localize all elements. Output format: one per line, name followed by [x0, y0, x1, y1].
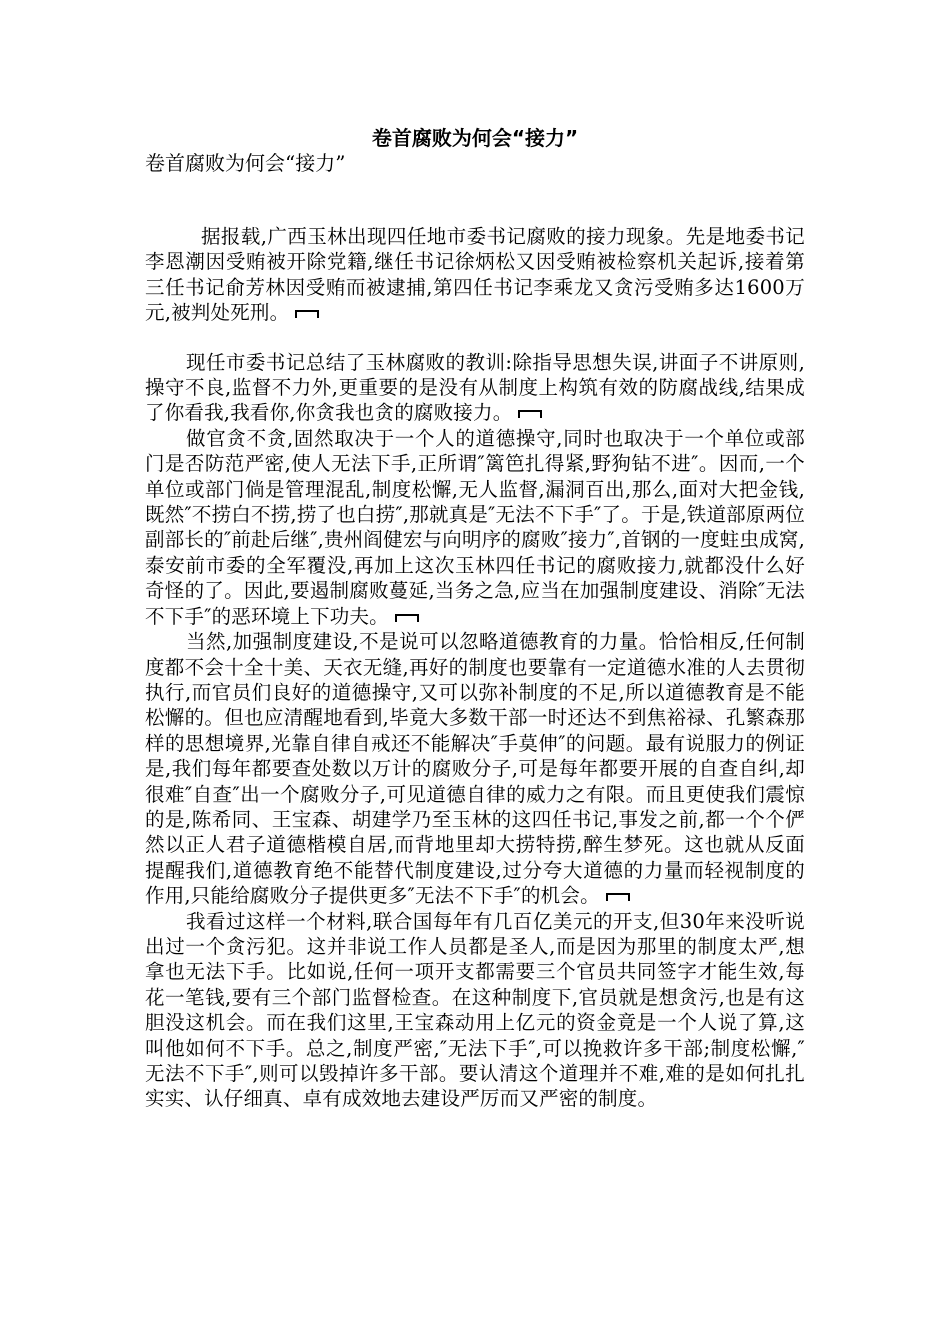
paragraph-1: 据报载,广西玉林出现四任地市委书记腐败的接力现象。先是地委书记李恩潮因受贿被开除党籍,继任书记徐炳松又因受贿被检察机关起诉,接着第三任书记俞芳林因受贿而被逮捕,第四任书记李乘龙又贪污受贿多达1600万元,被判处死刑。: [145, 225, 805, 325]
paragraph-mark-icon: [295, 310, 319, 318]
paragraph-mark-icon: [606, 893, 630, 901]
paragraph-3: 做官贪不贪,固然取决于一个人的道德操守,同时也取决于一个单位或部门是否防范严密,使人无法下手,正所谓″篱笆扎得紧,野狗钻不进″。因而,一个单位或部门倘是管理混乱,制度松懈,无人监督,漏洞百出,那么,面对大把金钱,既然″不捞白不捞,捞了也白捞″,那就真是″无法不下手″了。于是,铁道部原两位副部长的″前赴后继″,贵州阎健宏与向明序的腐败″接力″,首钢的一度蛀虫成窝,泰安前市委的全军覆没,再加上这次玉林四任书记的腐败接力,就都没什么好奇怪的了。因此,要遏制腐败蔓延,当务之急,应当在加强制度建设、消除″无法不下手″的恶环境上下功夫。: [145, 426, 805, 628]
document-body: [145, 224, 805, 1112]
paragraph-2: 现任市委书记总结了玉林腐败的教训:除指导思想失误,讲面子不讲原则,操守不良,监督不力外,更重要的是没有从制度上构筑有效的防腐战线,结果成了你看我,我看你,你贪我也贪的腐败接力。: [145, 350, 805, 425]
paragraph-5: 我看过这样一个材料,联合国每年有几百亿美元的开支,但30年来没听说出过一个贪污犯。这并非说工作人员都是圣人,而是因为那里的制度太严,想拿也无法下手。比如说,任何一项开支都需要三个官员共同签字才能生效,每花一笔钱,要有三个部门监督检查。在这种制度下,官员就是想贪污,也是有这胆没这机会。而在我们这里,王宝森动用上亿元的资金竟是一个人说了算,这叫他如何不下手。总之,制度严密,″无法下手″,可以挽救许多干部;制度松懈,″无法不下手″,则可以毁掉许多干部。要认清这个道理并不难,难的是如何扎扎实实、认仔细真、卓有成效地去建设严厉而又严密的制度。: [145, 909, 805, 1111]
document-title: 卷首腐败为何会“接力”: [371, 126, 579, 150]
paragraph-gap: [145, 326, 805, 350]
paragraph-4: 当然,加强制度建设,不是说可以忽略道德教育的力量。恰恰相反,任何制度都不会十全十美、天衣无缝,再好的制度也要靠有一定道德水准的人去贯彻执行,而官员们良好的道德操守,又可以弥补制度的不足,所以道德教育是不能松懈的。但也应清醒地看到,毕竟大多数干部一时还达不到焦裕禄、孔繁森那样的思想境界,光靠自律自戒还不能解决″手莫伸″的问题。最有说服力的例证是,我们每年都要查处数以万计的腐败分子,可是每年都要开展的自查自纠,却很难″自查″出一个腐败分子,可见道德自律的威力之有限。而且更使我们震惊的是,陈希同、王宝森、胡建学乃至玉林的这四任书记,事发之前,都一个个俨然以正人君子道德楷模自居,而背地里却大捞特捞,醉生梦死。这也就从反面提醒我们,道德教育绝不能替代制度建设,过分夸大道德的力量而轻视制度的作用,只能给腐败分子提供更多″无法不下手″的机会。: [145, 630, 805, 908]
document-subtitle: 卷首腐败为何会“接力”: [145, 151, 346, 175]
paragraph-mark-icon: [395, 614, 419, 622]
paragraph-mark-icon: [518, 410, 542, 418]
